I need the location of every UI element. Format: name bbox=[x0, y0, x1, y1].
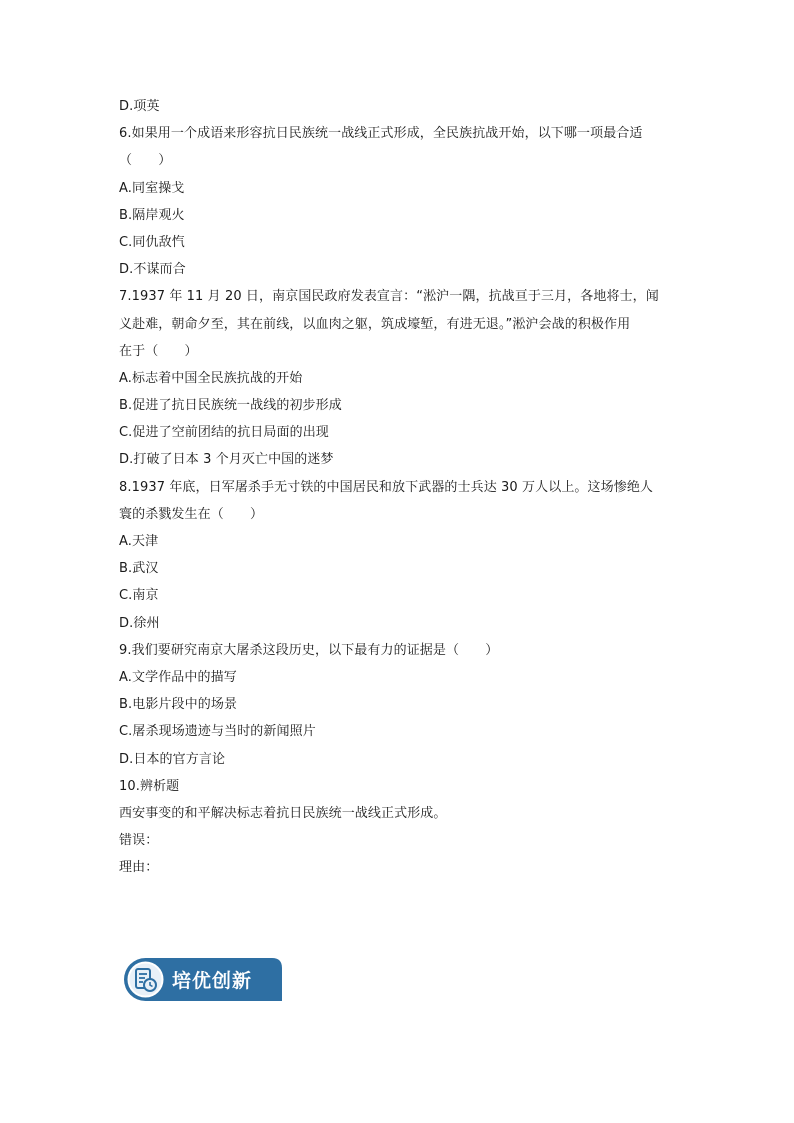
q6-option-c: C.同仇敌忾 bbox=[119, 234, 185, 250]
question-sheet bbox=[119, 93, 679, 881]
q10-reason-label: 理由： bbox=[119, 860, 159, 876]
q8-option-c: C.南京 bbox=[119, 588, 159, 604]
q9-option-d: D.日本的官方言论 bbox=[119, 751, 226, 767]
q7-stem-line2: 义赴难，朝命夕至，其在前线，以血肉之躯，筑成壕堑，有进无退。”淞沪会战的积极作用 bbox=[119, 316, 631, 332]
q6-stem-line2: （ ） bbox=[119, 153, 172, 169]
q7-option-a: A.标志着中国全民族抗战的开始 bbox=[119, 370, 303, 386]
q10-title: 10.辨析题 bbox=[119, 778, 180, 794]
q7-option-b: B.促进了抗日民族统一战线的初步形成 bbox=[119, 398, 342, 414]
q7-stem-line3: 在于（ ） bbox=[119, 343, 198, 359]
q8-stem-line2: 寰的杀戮发生在（ ） bbox=[119, 506, 264, 522]
q6-option-d: D.不谋而合 bbox=[119, 262, 186, 278]
q5-option-d: D.项英 bbox=[119, 99, 160, 114]
q6-option-b: B.隔岸观火 bbox=[119, 207, 185, 223]
q9-option-b: B.电影片段中的场景 bbox=[119, 697, 238, 713]
q8-option-a: A.天津 bbox=[119, 534, 159, 549]
q6-stem-line1: 6.如果用一个成语来形容抗日民族统一战线正式形成，全民族抗战开始，以下哪一项最合适 bbox=[119, 126, 643, 142]
q10-statement: 西安事变的和平解决标志着抗日民族统一战线正式形成。 bbox=[119, 805, 447, 821]
q8-option-b: B.武汉 bbox=[119, 561, 159, 577]
q9-option-c: C.屠杀现场遗迹与当时的新闻照片 bbox=[119, 724, 316, 740]
q7-option-c: C.促进了空前团结的抗日局面的出现 bbox=[119, 425, 329, 441]
q9-stem: 9.我们要研究南京大屠杀这段历史，以下最有力的证据是（ ） bbox=[119, 642, 499, 658]
section-banner bbox=[124, 958, 282, 1001]
q7-option-d: D.打破了日本 3 个月灭亡中国的迷梦 bbox=[119, 452, 334, 468]
q7-stem-line1: 7.1937 年 11 月 20 日，南京国民政府发表宣言：“淞沪一隅，抗战亘于三月，各地将士，闻 bbox=[119, 289, 659, 305]
document-clock-icon bbox=[129, 963, 163, 997]
q10-error-label: 错误： bbox=[119, 833, 159, 849]
q8-option-d: D.徐州 bbox=[119, 615, 160, 631]
q9-option-a: A.文学作品中的描写 bbox=[119, 669, 237, 685]
banner-label: 培优创新 bbox=[172, 970, 253, 992]
q8-stem-line1: 8.1937 年底，日军屠杀手无寸铁的中国居民和放下武器的士兵达 30 万人以上。这场惨绝人 bbox=[119, 479, 654, 495]
q6-option-a: A.同室操戈 bbox=[119, 180, 185, 196]
